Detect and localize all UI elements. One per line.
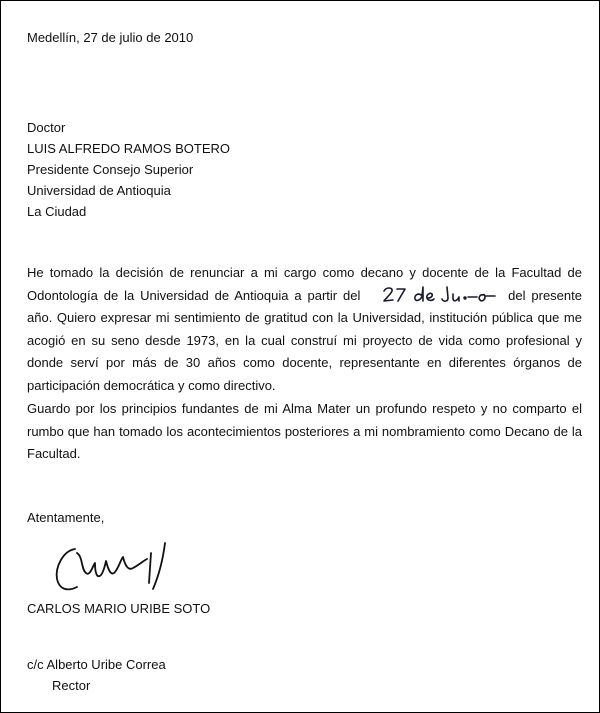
paragraph-1-text-start: He tomado la decisión de renunciar a mi cargo como decano y docente de la Facultad de Odontología de la Universidad de Antioquia a partir del <box>27 265 582 303</box>
recipient-institution: Universidad de Antioquia <box>27 183 171 198</box>
handwritten-date <box>382 285 498 303</box>
signer-name: CARLOS MARIO URIBE SOTO <box>27 601 211 616</box>
recipient-position: Presidente Consejo Superior <box>27 162 194 177</box>
body-paragraph-1 <box>27 262 582 397</box>
cc-line: c/c Alberto Uribe Correa <box>27 657 166 672</box>
handwritten-signature <box>53 539 193 597</box>
recipient-city: La Ciudad <box>27 204 87 219</box>
recipient-title: Doctor <box>27 120 66 135</box>
recipient-name: LUIS ALFREDO RAMOS BOTERO <box>27 141 230 156</box>
handwritten-date-drawing <box>382 285 498 303</box>
closing: Atentamente, <box>27 510 105 525</box>
cc-role: Rector <box>52 678 91 693</box>
place-date: Medellín, 27 de julio de 2010 <box>27 30 194 45</box>
paragraph-1-text-end: del presente año. Quiero expresar mi sentimiento de gratitud con la Universidad, institución pública que me acogió en su seno desde 1973, en la cual construí mi proyecto de vida como profesional y donde serví por más de 30 años como docente, representante en diferentes órganos de participación democrática y como directivo. <box>27 287 582 393</box>
body-paragraph-2: Guardo por los principios fundantes de mi Alma Mater un profundo respeto y no comparto el rumbo que han tomado los acontecimientos posteriores a mi nombramiento como Decano de la Facultad. <box>27 401 582 461</box>
